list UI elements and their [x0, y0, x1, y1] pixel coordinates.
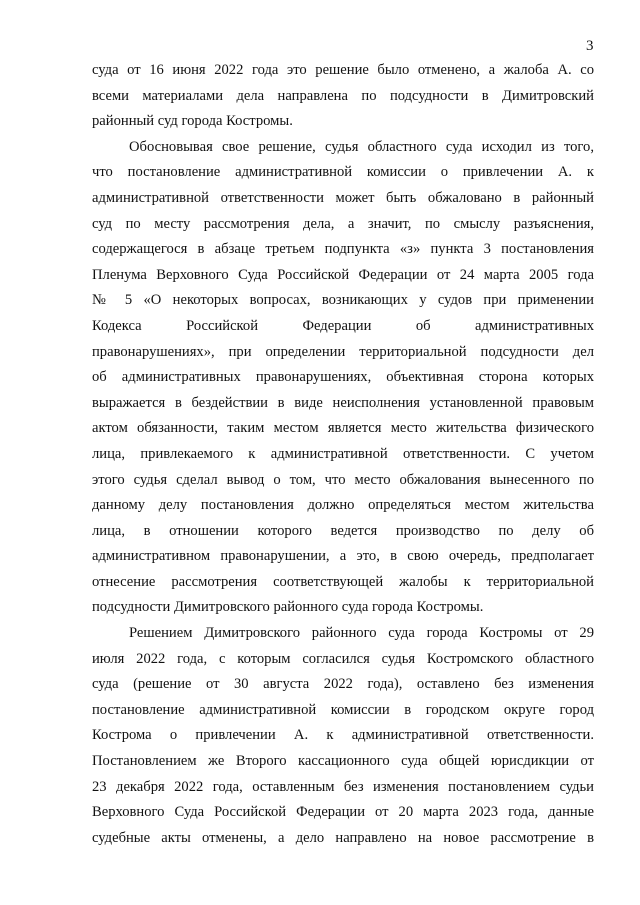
paragraph-2-line: суд по месту рассмотрения дела, а значит, по смыслу разъяснения,: [92, 215, 594, 232]
paragraph-3-line: суда (решение от 30 августа 2022 года), оставлено без изменения: [92, 676, 594, 693]
paragraph-3-line: Решением Димитровского районного суда города Костромы от 29: [129, 625, 594, 642]
paragraph-2-line: правонарушениях», при определении территориальной подсудности дел: [92, 343, 594, 360]
paragraph-2-line: этого судья сделал вывод о том, что место обжалования вынесенного по: [92, 471, 594, 488]
paragraph-3-line: июля 2022 года, с которым согласился судья Костромского областного: [92, 650, 594, 667]
document-body: [92, 58, 594, 851]
paragraph-2-line: отнесение рассмотрения соответствующей жалобы к территориальной: [92, 573, 594, 590]
paragraph-2-line: что постановление административной комиссии о привлечении А. к: [92, 164, 594, 181]
paragraph-3-line: Постановлением же Второго кассационного суда общей юрисдикции от: [92, 753, 594, 770]
paragraph-2-line: данному делу постановления должно определяться местом жительства: [92, 497, 594, 514]
paragraph-2-line: Пленума Верховного Суда Российской Федерации от 24 марта 2005 года: [92, 266, 594, 283]
paragraph-3-line: 23 декабря 2022 года, оставленным без изменения постановлением судьи: [92, 778, 594, 795]
paragraph-2-line: Кодекса Российской Федерации об административных: [92, 317, 594, 334]
paragraph-2-line: административной ответственности может быть обжаловано в районный: [92, 189, 594, 206]
page-number: 3: [586, 38, 594, 54]
paragraph-2-line: лица, в отношении которого ведется производство по делу об: [92, 522, 594, 539]
paragraph-2-line: выражается в бездействии в виде неисполнения установленной правовым: [92, 394, 594, 411]
paragraph-2-line: актом обязанности, таким местом является место жительства физического: [92, 420, 594, 437]
paragraph-2-line: об административных правонарушениях, объективная сторона которых: [92, 369, 594, 386]
paragraph-3-line: Верховного Суда Российской Федерации от 20 марта 2023 года, данные: [92, 804, 594, 821]
paragraph-2-line: лица, привлекаемого к административной ответственности. С учетом: [92, 445, 594, 462]
paragraph-2-line: административном правонарушении, а это, в свою очередь, предполагает: [92, 548, 594, 565]
paragraph-2-line: содержащегося в абзаце третьем подпункта «з» пункта 3 постановления: [92, 241, 594, 258]
paragraph-3-line: судебные акты отменены, а дело направлено на новое рассмотрение в: [92, 829, 594, 846]
paragraph-1-line: всеми материалами дела направлена по подсудности в Димитровский: [92, 87, 594, 104]
paragraph-2-line: Обосновывая свое решение, судья областного суда исходил из того,: [129, 138, 594, 155]
paragraph-1-line: районный суд города Костромы.: [92, 113, 293, 130]
paragraph-3-line: постановление административной комиссии в городском округе город: [92, 701, 594, 718]
paragraph-3-line: Кострома о привлечении А. к административной ответственности.: [92, 727, 594, 744]
paragraph-2-line: № 5 «О некоторых вопросах, возникающих у судов при применении: [92, 292, 594, 309]
paragraph-1-line: суда от 16 июня 2022 года это решение было отменено, а жалоба А. со: [92, 62, 594, 78]
paragraph-2-line: подсудности Димитровского районного суда города Костромы.: [92, 599, 484, 616]
